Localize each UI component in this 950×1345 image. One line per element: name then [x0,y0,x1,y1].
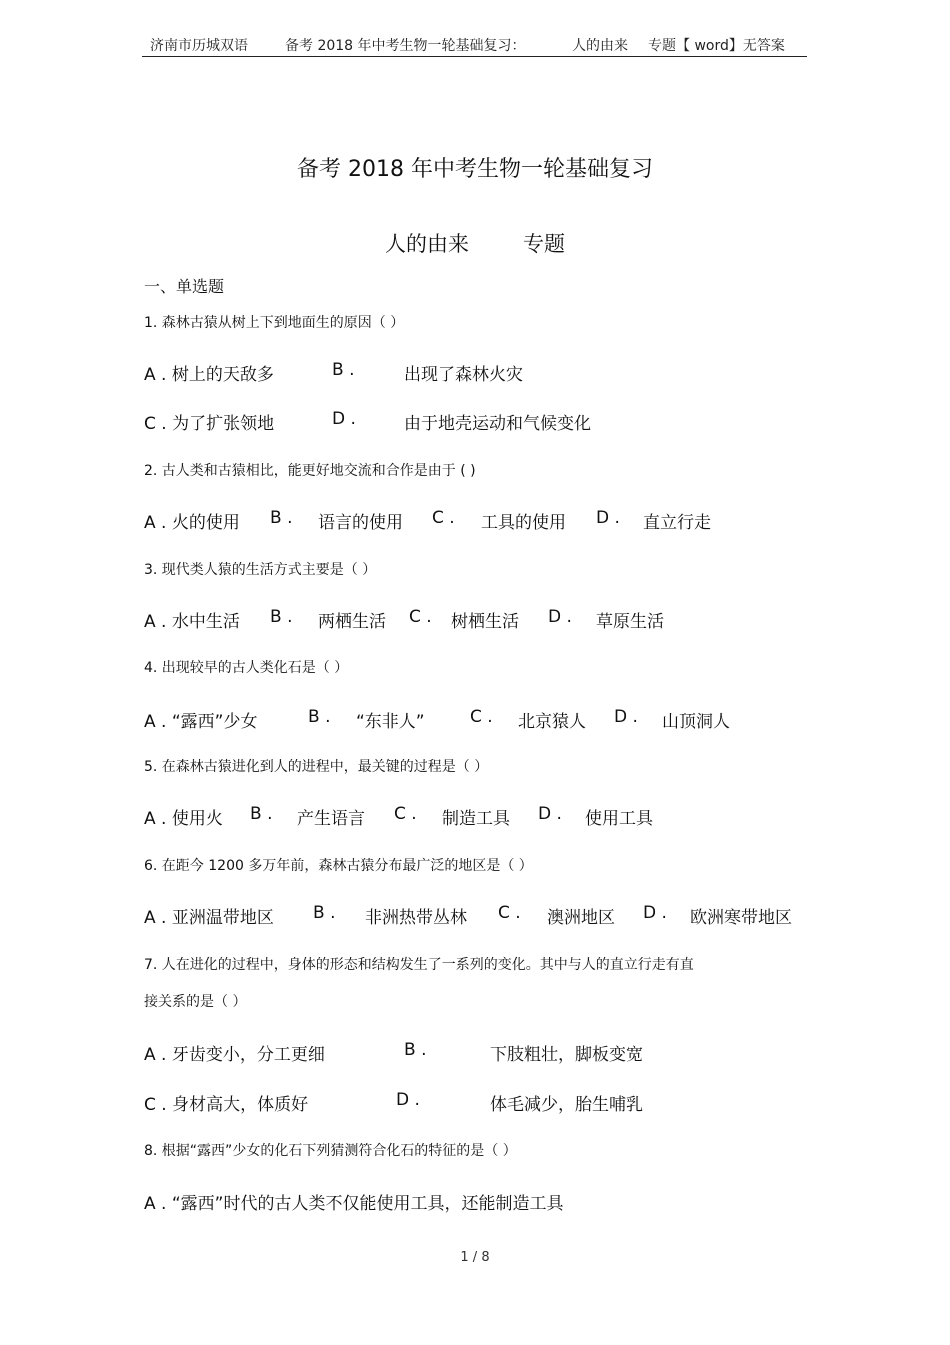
question-1: 1. 森林古猿从树上下到地面生的原因（ ） [144,315,405,331]
q5-option-c-text: 制造工具 [442,809,510,829]
question-2: 2. 古人类和古猿相比，能更好地交流和合作是由于 ( ) [144,463,476,479]
section-heading: 一、单选题 [144,277,225,296]
q1-option-c: C . 为了扩张领地 [144,414,275,434]
q2-option-d-text: 直立行走 [643,513,711,533]
q5-option-b-label: B . [250,804,273,824]
q5-option-c-label: C . [394,804,417,824]
q1-option-d-label: D . [332,409,356,429]
q4-option-b-label: B . [308,707,331,727]
q7-option-d-text: 体毛减少，胎生哺乳 [490,1095,643,1115]
q2-option-a: A . 火的使用 [144,513,240,533]
q2-option-c-label: C . [432,508,455,528]
q5-option-a: A . 使用火 [144,809,223,829]
q6-option-b-text: 非洲热带丛林 [365,908,467,928]
q5-option-d-label: D . [538,804,562,824]
q3-option-c-label: C . [409,607,432,627]
q4-option-d-text: 山顶洞人 [662,712,730,732]
document-subtitle [0,228,950,258]
q3-option-a: A . 水中生活 [144,612,240,632]
q5-option-d-text: 使用工具 [585,809,653,829]
question-7-continued: 接关系的是（ ） [144,994,247,1010]
q7-option-b-label: B . [404,1040,427,1060]
q3-option-b-text: 两栖生活 [318,612,386,632]
q6-option-d-text: 欧洲寒带地区 [690,908,792,928]
q6-option-a: A . 亚洲温带地区 [144,908,274,928]
q1-option-b-label: B . [332,360,355,380]
question-5: 5. 在森林古猿进化到人的进程中，最关键的过程是（ ） [144,759,489,775]
question-7: 7. 人在进化的过程中，身体的形态和结构发生了一系列的变化。其中与人的直立行走有直 [144,957,694,973]
q4-option-c-label: C . [470,707,493,727]
page-header [142,30,807,57]
question-4: 4. 出现较早的古人类化石是（ ） [144,660,349,676]
page-number: 1 / 8 [460,1250,490,1265]
q4-option-a: A . “露西”少女 [144,712,258,732]
q6-option-c-label: C . [498,903,521,923]
header-tag: 专题【 word】无答案 [648,38,785,54]
subtitle-topic: 人的由来 [385,232,469,256]
q7-option-c: C . 身材高大，体质好 [144,1095,309,1115]
question-6: 6. 在距今 1200 多万年前，森林古猿分布最广泛的地区是（ ） [144,858,533,874]
q3-option-d-text: 草原生活 [596,612,664,632]
q3-option-c-text: 树栖生活 [451,612,519,632]
q5-option-b-text: 产生语言 [297,809,365,829]
q7-option-a: A . 牙齿变小，分工更细 [144,1045,325,1065]
q7-option-b-text: 下肢粗壮，脚板变宽 [490,1045,643,1065]
q1-option-b-text: 出现了森林火灾 [404,365,523,385]
q8-option-a: A . “露西”时代的古人类不仅能使用工具，还能制造工具 [144,1194,564,1214]
q1-option-a: A . 树上的天敌多 [144,365,274,385]
q6-option-b-label: B . [313,903,336,923]
header-topic: 人的由来 [572,38,628,54]
q7-option-d-label: D . [396,1090,420,1110]
q6-option-d-label: D . [643,903,667,923]
question-8: 8. 根据“露西”少女的化石下列猜测符合化石的特征的是（ ） [144,1143,517,1159]
q4-option-b-text: “东非人” [356,712,425,732]
document-title: 备考 2018 年中考生物一轮基础复习 [297,157,653,182]
question-3: 3. 现代类人猿的生活方式主要是（ ） [144,562,377,578]
header-school: 济南市历城双语 [150,38,248,54]
q2-option-d-label: D . [596,508,620,528]
subtitle-label: 专题 [523,232,565,256]
header-doc-title: 备考 2018 年中考生物一轮基础复习： [285,38,526,54]
q4-option-c-text: 北京猿人 [518,712,586,732]
q2-option-c-text: 工具的使用 [481,513,566,533]
q6-option-c-text: 澳洲地区 [547,908,615,928]
q3-option-b-label: B . [270,607,293,627]
q1-option-d-text: 由于地壳运动和气候变化 [404,414,591,434]
q2-option-b-text: 语言的使用 [318,513,403,533]
q2-option-b-label: B . [270,508,293,528]
q4-option-d-label: D . [614,707,638,727]
q3-option-d-label: D . [548,607,572,627]
